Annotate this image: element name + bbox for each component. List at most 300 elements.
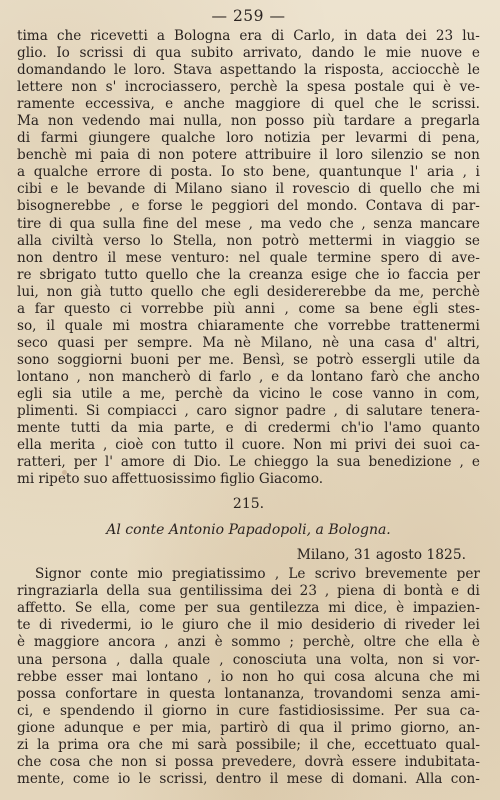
word: ho: [277, 668, 295, 685]
word: silenzio: [371, 147, 424, 164]
letter-body-paragraph: [17, 28, 480, 488]
word: rebbe: [17, 668, 57, 685]
word: e: [42, 702, 51, 719]
word: una: [315, 651, 342, 668]
word: me.: [208, 351, 235, 368]
word: lontananza,: [224, 685, 305, 702]
word: mi: [112, 317, 130, 334]
word: del: [176, 215, 198, 232]
word: era: [239, 28, 263, 44]
word: se: [431, 147, 447, 164]
word: mi: [74, 147, 93, 164]
word: questo: [64, 300, 111, 317]
word: non: [17, 249, 43, 266]
word: giuro: [182, 617, 219, 634]
word: farmi: [40, 130, 78, 147]
word: di: [137, 147, 151, 164]
word: e: [225, 420, 234, 437]
word: di: [153, 181, 167, 198]
word: quello: [150, 283, 194, 300]
word: lu-: [462, 28, 480, 44]
word: Stava: [173, 62, 212, 79]
word: perchè: [175, 385, 223, 402]
word: lontano: [311, 368, 364, 385]
word: ,: [284, 300, 289, 317]
word: mancare: [419, 215, 480, 232]
text-line: [17, 79, 480, 96]
word: vorrebbe: [328, 317, 391, 334]
word: scrivo: [314, 566, 357, 583]
word: ve-: [459, 79, 480, 96]
word: da: [110, 420, 128, 437]
word: glio.: [17, 45, 47, 62]
word: buoni: [130, 351, 170, 368]
word: ca-: [459, 702, 480, 719]
word: da: [463, 351, 480, 368]
word: bevande: [87, 181, 146, 198]
word: qualche: [161, 130, 216, 147]
word: parte,: [173, 420, 216, 437]
word: che: [430, 181, 455, 198]
word: ,: [333, 403, 338, 420]
word: e: [132, 719, 141, 736]
word: è: [471, 634, 480, 651]
word: Contava: [365, 198, 423, 215]
word: a: [156, 28, 165, 44]
word: ,: [361, 215, 366, 232]
text-line: [17, 652, 480, 669]
word: te: [17, 617, 31, 634]
word: an-: [458, 719, 480, 736]
word: tutto: [109, 283, 143, 300]
word: qualche: [33, 164, 89, 181]
word: sia: [52, 385, 72, 402]
word: bene: [369, 300, 404, 317]
word: per: [321, 130, 345, 147]
word: conosciuta: [232, 651, 307, 668]
word: Giacomo.: [258, 471, 324, 488]
word: di: [418, 130, 432, 147]
word: cibi: [17, 181, 43, 198]
word: tima: [17, 28, 48, 44]
word: nè: [322, 334, 340, 351]
word: e: [50, 181, 59, 198]
word: cosa: [49, 753, 81, 770]
word: forse: [147, 198, 183, 215]
word: e: [165, 96, 174, 113]
text-line: [17, 720, 480, 737]
word: e: [271, 368, 280, 385]
word: di: [430, 198, 444, 215]
word: se: [293, 351, 309, 368]
word: bene,: [272, 164, 311, 181]
word: che: [293, 317, 319, 334]
letter-dateline: Milano, 31 agosto 1825.: [296, 547, 466, 564]
word: possa: [17, 685, 56, 702]
word: so,: [17, 317, 37, 334]
text-line: [17, 284, 480, 301]
foxing-spot: [418, 300, 422, 304]
word: in: [423, 385, 438, 402]
word: utile: [423, 351, 455, 368]
word: che: [406, 368, 431, 385]
word: di: [358, 181, 372, 198]
word: tenera-: [430, 403, 480, 420]
word: io: [220, 668, 234, 685]
word: essere: [351, 753, 397, 770]
word: nel: [238, 249, 261, 266]
word: di: [271, 28, 285, 44]
text-line: [17, 754, 480, 771]
word: stes-: [447, 300, 480, 317]
word: da: [232, 385, 250, 402]
word: ami-: [450, 685, 480, 702]
word: Milano: [174, 181, 223, 198]
word: arrivato,: [242, 45, 303, 62]
word: nulla,: [183, 113, 223, 130]
word: ,: [459, 454, 464, 471]
word: mese: [125, 249, 162, 266]
word: che: [227, 617, 252, 634]
word: posta.: [170, 164, 213, 181]
word: cose: [332, 385, 363, 402]
word: giorno: [162, 702, 207, 719]
word: mio: [137, 566, 163, 583]
word: siano: [230, 181, 268, 198]
word: nè: [234, 334, 251, 351]
word: mese: [205, 215, 242, 232]
word: il: [309, 736, 319, 753]
word: scrissi.: [431, 96, 480, 113]
word: io: [140, 617, 153, 634]
word: non: [242, 668, 269, 685]
word: peggiori: [211, 198, 270, 215]
word: dei: [394, 437, 416, 454]
word: ave-: [451, 249, 480, 266]
word: nuove: [420, 45, 463, 62]
text-line: [17, 198, 480, 215]
text-line: [17, 28, 480, 45]
word: ,: [76, 368, 81, 385]
word: le: [161, 617, 174, 634]
word: esige: [310, 266, 348, 283]
word: me,: [140, 385, 166, 402]
word: cuore.: [241, 437, 286, 454]
word: benchè: [17, 147, 67, 164]
word: data: [366, 28, 397, 44]
word: di: [48, 215, 63, 232]
word: le: [363, 45, 377, 62]
word: sua: [426, 702, 451, 719]
word: ,: [248, 215, 253, 232]
word: prima: [58, 736, 99, 753]
word: ,: [324, 583, 330, 600]
word: a: [17, 300, 26, 317]
word: anche: [183, 96, 225, 113]
word: del: [277, 198, 299, 215]
word: verso: [103, 232, 141, 249]
word: utile: [81, 385, 113, 402]
word: le: [113, 62, 127, 79]
word: dalla: [129, 651, 164, 668]
word: ramente: [17, 96, 75, 113]
word: fine: [142, 215, 169, 232]
word: vedo: [289, 215, 322, 232]
word: affettuosissimo: [111, 471, 217, 488]
word: qui: [412, 79, 435, 96]
word: altri,: [446, 334, 480, 351]
word: maggiore: [235, 96, 301, 113]
word: trovandomi: [313, 685, 393, 702]
word: me,: [398, 283, 425, 300]
word: quantunque: [318, 164, 402, 181]
word: dice,: [354, 600, 388, 617]
word: qua: [69, 215, 96, 232]
word: Le: [288, 566, 306, 583]
word: la: [37, 736, 50, 753]
word: non: [47, 113, 74, 130]
word: che: [429, 668, 454, 685]
text-line: [17, 703, 480, 720]
word: tardare: [343, 113, 396, 130]
word: a: [403, 113, 413, 130]
text-line: [17, 267, 480, 284]
word: anzi: [177, 634, 206, 651]
word: merita: [49, 437, 96, 454]
word: partirò: [220, 719, 269, 736]
word: ricevetti: [90, 28, 148, 44]
text-line: [17, 600, 480, 617]
text-line: [17, 386, 480, 403]
word: vanno: [372, 385, 415, 402]
word: le: [409, 96, 422, 113]
word: della: [106, 583, 140, 600]
word: dovrà: [304, 753, 344, 770]
word: Se: [74, 600, 93, 617]
word: ,: [116, 651, 121, 668]
word: che: [196, 266, 221, 283]
word: gentilezza: [249, 600, 320, 617]
word: sua: [147, 583, 172, 600]
word: ,: [259, 368, 264, 385]
word: le: [467, 62, 480, 79]
word: la: [286, 79, 299, 96]
word: rivedermi,: [60, 617, 132, 634]
word: scrissi,: [159, 770, 208, 787]
text-line: [17, 147, 480, 164]
word: salutare: [366, 403, 423, 420]
word: mettermi: [308, 232, 373, 249]
word: confortare: [65, 685, 138, 702]
word: una: [17, 651, 43, 668]
word: ,: [118, 198, 124, 215]
word: non: [226, 232, 253, 249]
text-line: [17, 471, 480, 488]
word: compiacci: [107, 403, 177, 420]
word: di: [244, 420, 258, 437]
word: piena: [337, 583, 376, 600]
text-line: [17, 583, 480, 600]
word: mente: [17, 420, 61, 437]
word: potrò: [262, 232, 300, 249]
word: non: [454, 147, 480, 164]
word: plimenti.: [17, 403, 79, 420]
word: aria: [426, 164, 454, 181]
word: che: [138, 736, 164, 753]
word: loro: [226, 130, 254, 147]
word: in: [216, 702, 230, 719]
word: vedendo: [82, 113, 141, 130]
word: paia: [100, 147, 130, 164]
word: pena,: [441, 130, 480, 147]
word: seco: [17, 334, 48, 351]
word: Ma: [17, 113, 40, 130]
foxing-spot: [255, 742, 258, 745]
word: ratteri,: [17, 454, 66, 471]
word: persona: [51, 651, 107, 668]
word: cioè: [115, 437, 144, 454]
word: quello: [379, 181, 422, 198]
word: figlio: [220, 471, 255, 488]
word: tutti: [70, 420, 101, 437]
word: mia,: [181, 719, 212, 736]
word: mie: [385, 45, 412, 62]
word: di: [382, 583, 396, 600]
word: caro: [196, 403, 227, 420]
word: ;: [289, 634, 294, 651]
text-line: [17, 566, 480, 583]
word: dei: [270, 583, 292, 600]
word: senza: [401, 685, 441, 702]
word: ,: [219, 651, 224, 668]
word: notizia: [264, 130, 311, 147]
word: di: [345, 403, 359, 420]
word: riveder: [404, 617, 455, 634]
foxing-spot: [62, 470, 67, 475]
word: mostra: [139, 317, 188, 334]
word: ,: [462, 164, 467, 181]
word: levarmi: [355, 130, 408, 147]
word: sua: [336, 454, 361, 471]
word: benedizione: [368, 454, 452, 471]
word: indubitata-: [404, 753, 480, 770]
word: in: [146, 685, 160, 702]
word: domandando: [17, 62, 107, 79]
word: eccessiva,: [85, 96, 155, 113]
word: primo: [351, 719, 392, 736]
word: spero: [380, 249, 420, 266]
word: zi: [17, 736, 29, 753]
word: di: [277, 719, 291, 736]
word: mi: [17, 471, 35, 488]
word: la: [228, 266, 241, 283]
word: sto: [243, 164, 264, 181]
word: che,: [326, 736, 356, 753]
word: quanto: [431, 420, 480, 437]
word: egli: [17, 385, 43, 402]
word: qua: [155, 45, 182, 62]
word: che: [56, 28, 82, 44]
word: domani.: [352, 770, 408, 787]
word: il: [144, 702, 153, 719]
word: pregarla: [420, 113, 480, 130]
word: mai: [149, 113, 175, 130]
word: ,: [164, 634, 169, 651]
word: 23: [299, 583, 317, 600]
word: postale: [354, 79, 405, 96]
word: Per: [394, 702, 418, 719]
word: alla: [17, 232, 42, 249]
word: sua: [216, 600, 241, 617]
word: con: [151, 437, 176, 454]
word: scrissi: [79, 45, 124, 62]
word: alcuna: [374, 668, 421, 685]
word: bontà: [403, 583, 444, 600]
word: senza: [373, 215, 413, 232]
word: civiltà: [51, 232, 94, 249]
word: essergli: [361, 351, 416, 368]
text-line: [17, 617, 480, 634]
word: giungere: [88, 130, 151, 147]
word: errore: [96, 164, 141, 181]
word: il: [107, 249, 117, 266]
word: dando: [311, 45, 355, 62]
word: che: [374, 96, 399, 113]
word: tutto: [183, 437, 218, 454]
text-line: [17, 301, 480, 318]
word: quasi: [57, 334, 95, 351]
word: spesa: [307, 79, 346, 96]
letter-body-paragraph: [17, 566, 480, 788]
word: esser: [66, 668, 103, 685]
word: si: [155, 753, 167, 770]
word: che: [17, 753, 42, 770]
word: mondo.: [306, 198, 358, 215]
word: lontano: [146, 668, 199, 685]
word: non: [46, 283, 73, 300]
word: lo: [150, 232, 164, 249]
word: amore: [120, 454, 165, 471]
word: quello: [145, 266, 189, 283]
word: di: [172, 454, 186, 471]
text-line: [17, 369, 480, 386]
word: Signor: [35, 566, 81, 583]
word: chiaramente: [197, 317, 285, 334]
word: potere: [192, 147, 237, 164]
word: il: [333, 719, 343, 736]
word: di: [149, 164, 163, 181]
word: Carlo,: [293, 28, 336, 44]
word: Non: [293, 437, 322, 454]
word: Io: [221, 164, 235, 181]
word: faccia: [407, 266, 449, 283]
word: ringraziarla: [17, 583, 99, 600]
word: Milano,: [260, 334, 313, 351]
text-line: [17, 181, 480, 198]
word: per: [177, 351, 201, 368]
word: non: [230, 113, 257, 130]
word: l'amo: [384, 420, 422, 437]
word: la: [304, 62, 317, 79]
word: Bologna: [174, 28, 231, 44]
word: trattenermi: [400, 317, 480, 334]
text-line: [17, 164, 480, 181]
word: i: [475, 164, 480, 181]
word: ,: [103, 437, 108, 454]
word: prevedere,: [221, 753, 297, 770]
text-line: [17, 62, 480, 79]
word: vor-: [452, 651, 480, 668]
